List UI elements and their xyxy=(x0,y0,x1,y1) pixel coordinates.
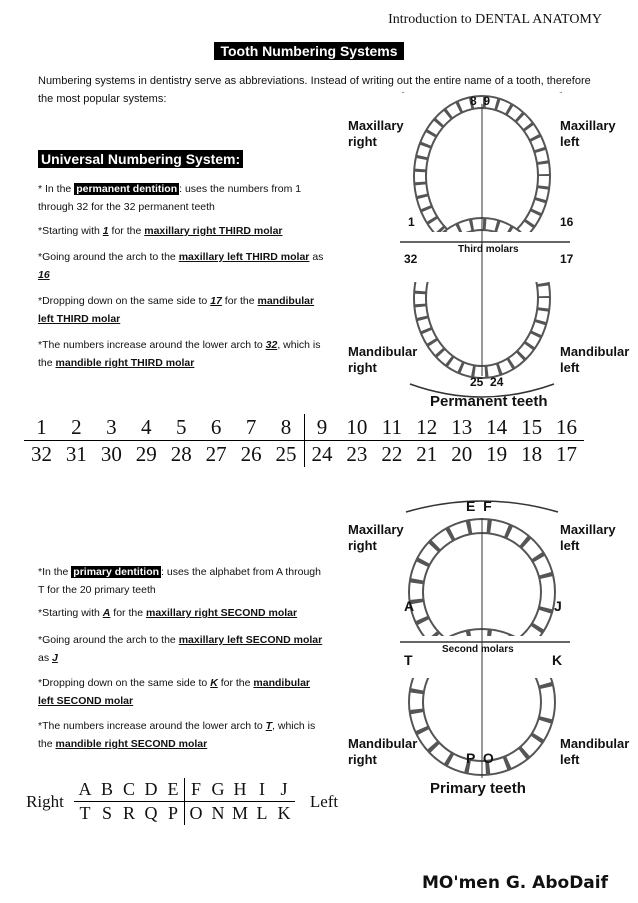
tooth-number: 22 xyxy=(381,441,403,466)
tooth-number: 20 xyxy=(451,441,473,466)
primary-letter-table xyxy=(16,778,353,825)
tooth-number: 31 xyxy=(65,441,87,466)
tooth-number: 8 xyxy=(269,414,304,441)
title-wrap xyxy=(0,42,638,61)
universal-p2 xyxy=(38,222,328,240)
number: 16 xyxy=(38,269,50,281)
number-table xyxy=(24,414,584,467)
bold-text: maxillary right SECOND molar xyxy=(145,607,298,619)
letter: A xyxy=(102,607,111,619)
tooth-letter: L xyxy=(256,803,268,823)
primary-caption: Primary teeth xyxy=(430,780,526,797)
tooth-number: 21 xyxy=(416,441,438,466)
left-side-label: Left xyxy=(309,791,339,811)
universal-section-title: Universal Numbering System: xyxy=(38,150,243,168)
num-17: 17 xyxy=(560,252,574,266)
tooth-letter: K xyxy=(277,803,291,823)
primary-teeth-diagram xyxy=(340,496,638,806)
tooth-number: 10 xyxy=(339,414,374,441)
text: as xyxy=(38,652,53,664)
tooth-letter: I xyxy=(251,778,273,802)
highlight: permanent dentition xyxy=(76,183,178,195)
tooth-letter: T xyxy=(79,803,91,823)
text: for the xyxy=(110,607,146,619)
upper-number-row xyxy=(24,414,584,441)
number: 17 xyxy=(210,295,222,307)
letter: J xyxy=(52,652,58,664)
tooth-letter: Q xyxy=(144,803,158,823)
tooth-number: 12 xyxy=(409,414,444,441)
bold-text: maxillary left THIRD molar xyxy=(178,251,310,263)
tooth-number: 32 xyxy=(30,441,52,466)
text: *The numbers increase around the lower arch to xyxy=(38,720,266,732)
tooth-letter: S xyxy=(101,803,112,823)
maxillary-left-label: Maxillary left xyxy=(560,118,616,149)
highlight: primary dentition xyxy=(73,566,160,578)
tooth-number: 6 xyxy=(199,414,234,441)
letter-j: J xyxy=(554,598,562,614)
tooth-letter: G xyxy=(207,778,229,802)
tooth-number: 28 xyxy=(170,441,192,466)
text: , which is the xyxy=(38,339,321,369)
text: *Starting with xyxy=(38,607,103,619)
letter: T xyxy=(265,720,273,732)
tooth-number: 7 xyxy=(234,414,269,441)
tooth-letter: R xyxy=(122,803,135,823)
tooth-number: 11 xyxy=(374,414,409,441)
permanent-caption: Permanent teeth xyxy=(430,393,548,410)
text: *Dropping down on the same side to xyxy=(38,295,211,307)
third-molars-label: Third molars xyxy=(458,244,519,255)
primary-p1 xyxy=(38,563,328,599)
tooth-letter: J xyxy=(273,778,295,802)
permanent-number-table xyxy=(24,414,590,486)
universal-p5 xyxy=(38,336,328,372)
bold-text: maxillary left SECOND molar xyxy=(178,634,323,646)
letter-t: T xyxy=(404,652,413,668)
page-header: Introduction to DENTAL ANATOMY xyxy=(388,12,602,27)
tooth-number: 19 xyxy=(486,441,508,466)
mandibular-right-label: Mandibular right xyxy=(348,344,418,375)
tooth-number: 14 xyxy=(479,414,514,441)
tooth-number: 29 xyxy=(135,441,157,466)
arch-gap xyxy=(400,232,570,282)
tooth-letter: O xyxy=(189,803,203,823)
maxillary-right-label: Maxillary right xyxy=(348,522,404,553)
intro-text: Numbering systems in dentistry serve as abbreviations. Instead of writing out the entire name of a tooth, therefore the most popular systems: xyxy=(38,75,591,105)
text: *In the xyxy=(38,566,72,578)
upper-letter-row xyxy=(16,778,353,802)
tooth-letter: C xyxy=(118,778,140,802)
primary-p3 xyxy=(38,631,328,667)
primary-p2 xyxy=(38,604,328,622)
text: for the xyxy=(221,295,258,307)
primary-p5 xyxy=(38,717,328,753)
tooth-number: 30 xyxy=(100,441,122,466)
tooth-number: 16 xyxy=(549,414,584,441)
letters-p-o: P O xyxy=(466,750,494,766)
text: : uses the alphabet from A through T for the 20 primary teeth xyxy=(38,566,321,596)
tooth-number: 25 xyxy=(269,441,304,468)
tooth-number: 13 xyxy=(444,414,479,441)
text: *Going around the arch to the xyxy=(38,251,179,263)
tooth-number: 15 xyxy=(514,414,549,441)
text: *Going around the arch to the xyxy=(38,634,179,646)
text: for the xyxy=(217,677,254,689)
tooth-letter: N xyxy=(211,803,225,823)
second-molars-label: Second molars xyxy=(442,644,514,655)
right-side-label: Right xyxy=(26,791,64,811)
page-title: Tooth Numbering Systems xyxy=(214,42,403,60)
tooth-number: 17 xyxy=(556,441,578,466)
tooth-number: 27 xyxy=(205,441,227,466)
text: *Starting with xyxy=(38,225,103,237)
tooth-number: 24 xyxy=(311,441,333,466)
text: for the xyxy=(108,225,145,237)
lower-number-row xyxy=(24,441,584,468)
letter-a: A xyxy=(404,598,415,614)
tooth-number: 26 xyxy=(240,441,262,466)
permanent-teeth-diagram xyxy=(340,92,638,412)
text: *The numbers increase around the lower arch to xyxy=(38,339,266,351)
letter-table xyxy=(16,778,353,825)
number: 32 xyxy=(265,339,278,351)
letters-e-f: E F xyxy=(466,498,492,514)
universal-p1 xyxy=(38,180,328,216)
tooth-letter: E xyxy=(162,778,185,802)
universal-p3 xyxy=(38,248,328,284)
bold-text: mandibular left THIRD molar xyxy=(38,295,315,325)
tooth-letter: P xyxy=(162,802,185,826)
author-signature: MO'men G. AboDaif xyxy=(422,873,608,893)
num-32: 32 xyxy=(404,252,418,266)
tooth-number: 1 xyxy=(24,414,59,441)
tooth-number: 23 xyxy=(346,441,368,466)
num-16: 16 xyxy=(560,215,574,229)
tooth-letter: B xyxy=(96,778,118,802)
tooth-number: 18 xyxy=(521,441,543,466)
text: as xyxy=(309,251,324,263)
primary-p4 xyxy=(38,674,328,710)
text: *Dropping down on the same side to xyxy=(38,677,211,689)
mandibular-left-label: Mandibular left xyxy=(560,736,630,767)
text: * In the xyxy=(38,183,75,195)
letter: K xyxy=(210,677,218,689)
bold-text: mandibular left SECOND molar xyxy=(38,677,310,707)
mandibular-right-label: Mandibular right xyxy=(348,736,418,767)
tooth-letter: M xyxy=(231,803,248,823)
tooth-letter: F xyxy=(185,778,208,802)
maxillary-right-label: Maxillary right xyxy=(348,118,404,149)
tooth-letter: D xyxy=(140,778,162,802)
tooth-number: 9 xyxy=(304,414,339,441)
tooth-number: 3 xyxy=(94,414,129,441)
tooth-letter: H xyxy=(229,778,251,802)
letter-k: K xyxy=(552,652,563,668)
text: : uses the numbers from 1 through 32 for the 32 permanent teeth xyxy=(38,183,302,213)
num-8-9: 8 9 xyxy=(470,94,491,108)
bold-text: mandible right SECOND molar xyxy=(55,738,208,750)
mandibular-left-label: Mandibular left xyxy=(560,344,630,375)
maxillary-left-label: Maxillary left xyxy=(560,522,616,553)
universal-p4 xyxy=(38,292,328,328)
bold-text: mandible right THIRD molar xyxy=(55,357,195,369)
text: , which is the xyxy=(38,720,316,750)
tooth-number: 4 xyxy=(129,414,164,441)
number: 1 xyxy=(102,225,109,237)
tooth-number: 2 xyxy=(59,414,94,441)
bold-text: maxillary right THIRD molar xyxy=(144,225,283,237)
tooth-number: 5 xyxy=(164,414,199,441)
num-25-24: 25 24 xyxy=(470,375,504,389)
num-1: 1 xyxy=(408,215,415,229)
tooth-letter: A xyxy=(74,778,96,802)
